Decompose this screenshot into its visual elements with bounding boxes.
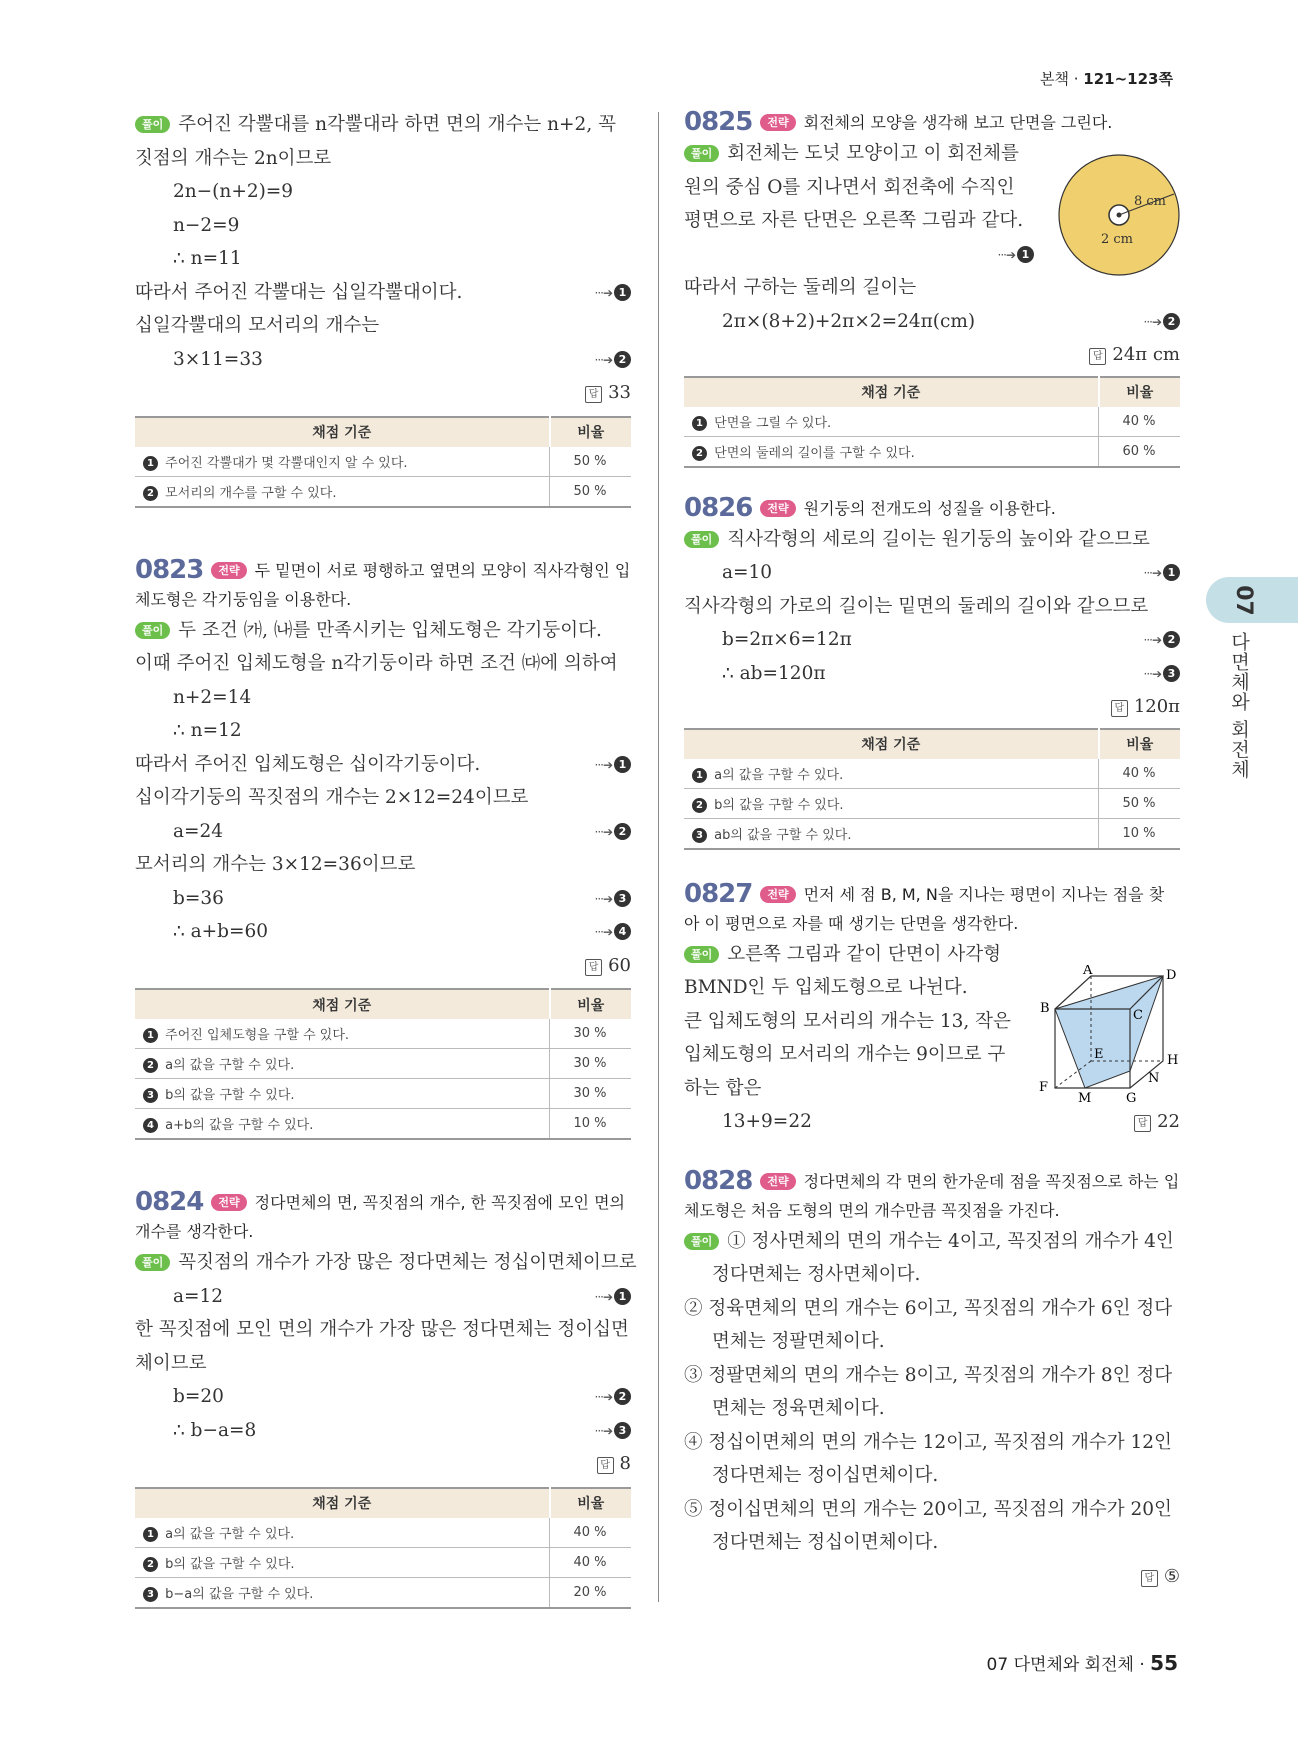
problem-number: 0823 [135,554,204,585]
strategy-badge: 전략 [211,1194,246,1211]
answer-icon: 답 [1111,700,1128,717]
solution-badge: 풀이 [135,622,170,639]
problem-0825: 0825 전략 회전체의 모양을 생각해 보고 단면을 그린다. 풀이 회전체는 도넛 모양이고 이 회전체를 원의 중심 O를 지나면서 회전축에 수직인 평면으로 자른 단면은 오른쪽 그림과 같다. ···➔ 1 따라서 구하는 둘레의 길이는 2π×(8+2)+2π×2=24π(cm) ···➔ 2 답 24π cm 채점 기준 비율 1 단면을 그릴 수 있다. 40 % 2 단면의 둘레의 길이를 구할 수 있다. 60 % [684,108,1180,468]
table-row: 2 b의 값을 구할 수 있다. 50 % [684,788,1180,818]
answer-icon: 답 [585,959,602,976]
problem-0826: 0826 전략 원기둥의 전개도의 성질을 이용한다. 풀이 직사각형의 세로의 길이는 원기둥의 높이와 같으므로 a=10 ···➔ 1 직사각형의 가로의 길이는 밑면의 둘레의 길이와 같으므로 b=2π×6=12π ···➔ 2 ∴ ab=120π ···➔ 3 답 120π 채점 기준 비율 1 a의 값을 구할 수 있다. 40 % 2 b의 값을 구할 수 있다. 50 % 3 ab의 값을 구할 수 있다. 10 % [684,494,1180,850]
solution-badge: 풀이 [684,946,719,963]
problem-number: 0826 [684,492,753,523]
inner-radius-label: 2 cm [1101,232,1134,247]
table-row: 3 b−a의 값을 구할 수 있다. 20 % [135,1577,631,1608]
problem-number: 0825 [684,107,753,137]
problem-0823: 0823 전략 두 밑면이 서로 평행하고 옆면의 모양이 직사각형인 입 체도형은 각기둥임을 이용한다. 풀이 두 조건 ㈎, ㈏를 만족시키는 입체도형은 각기둥이다. 이때 주어진 입체도형을 n각기둥이라 하면 조건 ㈐에 의하여 n+2=14 ∴ n=12 따라서 주어진 입체도형은 십이각기둥이다. ···➔ 1 십이각기둥의 꼭짓점의 개수는 2×12=24이므로 a=24 ···➔ 2 모서리의 개수는 3×12=36이므로 b=36 ···➔ 3 ∴ a+b=60 ···➔ 4 답 60 채점 기준 비율 1 주어진 입체도형을 구할 수 있다. 30 % 2 a의 값을 구할 수 있다. 30 % 3 b의 값을 구할 수 있다. 30 % 4 a+b의 값을 구할 수 있다. 10 % [135,556,631,1141]
answer-icon: 답 [597,1457,614,1474]
step-marker: ···➔ 4 [595,915,632,950]
svg-text:C: C [1133,1008,1143,1023]
solution-badge: 풀이 [135,116,170,133]
strategy-badge: 전략 [760,1173,795,1190]
answer: 답 ⑤ [684,1560,1180,1594]
table-row: 3 ab의 값을 구할 수 있다. 10 % [684,818,1180,849]
problem-0827: 0827 전략 먼저 세 점 B, M, N을 지나는 평면이 지나는 점을 찾 아 이 평면으로 자를 때 생기는 단면을 생각한다. 풀이 오른쪽 그림과 같이 단면이 사각형 BMND인 두 입체도형으로 나뉜다. 큰 입체도형의 모서리의 개수는 13, 작은 입체도형의 모서리의 개수는 9이므로 구 하는 합은 13+9=22 답 22 [684,880,1180,1139]
problem-0828: 0828 전략 정다면체의 각 면의 한가운데 점을 꼭짓점으로 하는 입 체도형은 처음 도형의 면의 개수만큼 꼭짓점을 가진다. 풀이 ① 정사면체의 면의 개수는 4이고, 꼭짓점의 개수가 4인 정다면체는 정사면체이다. ② 정육면체의 면의 개수는 6이고, 꼭짓점의 개수가 6인 정다 면체는 정팔면체이다. ③ 정팔면체의 면의 개수는 8이고, 꼭짓점의 개수가 8인 정다 면체는 정육면체이다. ④ 정십이면체의 면의 개수는 12이고, 꼭짓점의 개수가 12인 정다면체는 정이십면체이다. ⑤ 정이십면체의 면의 개수는 20이고, 꼭짓점의 개수가 20인 정다면체는 정십이면체이다. 답 ⑤ [684,1167,1180,1594]
strategy-badge: 전략 [760,114,795,131]
step-marker: ···➔ 1 [595,276,632,311]
solution-badge: 풀이 [135,1254,170,1271]
step-marker: ···➔ 1 [1144,556,1181,591]
svg-text:A: A [1083,965,1093,978]
answer: 답 24π cm [684,338,1180,372]
column-divider [658,112,659,1602]
problem-0824: 0824 전략 정다면체의 면, 꼭짓점의 개수, 한 꼭짓점에 모인 면의 개수를 생각한다. 풀이 꼭짓점의 개수가 가장 많은 정다면체는 정십이면체이므로 a=12 ···➔ 1 한 꼭짓점에 모인 면의 개수가 가장 많은 정다면체는 정이십면 체이므로 b=20 ···➔ 2 ∴ b−a=8 ···➔ 3 답 8 채점 기준 비율 1 a의 값을 구할 수 있다. 40 % 2 b의 값을 구할 수 있다. 40 % 3 b−a의 값을 구할 수 있다. 20 % [135,1188,631,1609]
step-marker: ···➔ 2 [595,815,632,850]
step-marker: ···➔ 1 [595,1280,632,1315]
svg-text:G: G [1126,1091,1137,1106]
strategy-badge: 전략 [211,562,246,579]
svg-text:H: H [1167,1053,1179,1068]
problem-number: 0824 [135,1187,204,1217]
right-column [684,108,1180,1593]
step-marker: ···➔ 2 [595,343,632,378]
answer: 답 8 [135,1447,631,1481]
svg-text:M: M [1078,1091,1092,1106]
solution-badge: 풀이 [684,1233,719,1250]
svg-text:D: D [1166,968,1177,983]
cross-section-figure [1056,152,1186,282]
table-row: 2 b의 값을 구할 수 있다. 40 % [135,1547,631,1577]
table-row: 4 a+b의 값을 구할 수 있다. 10 % [135,1109,631,1140]
scoring-table: 채점 기준 비율 1 a의 값을 구할 수 있다. 40 % 2 b의 값을 구할 수 있다. 40 % 3 b−a의 값을 구할 수 있다. 20 % [135,1487,631,1609]
answer-icon: 답 [1134,1115,1151,1132]
answer: 답 33 [135,376,631,410]
solution-badge: 풀이 [684,531,719,548]
step-marker: ···➔ 3 [595,1414,632,1449]
left-column [135,108,637,1609]
table-row: 2 단면의 둘레의 길이를 구할 수 있다. 60 % [684,436,1180,467]
scoring-table: 채점 기준 비율 1 단면을 그릴 수 있다. 40 % 2 단면의 둘레의 길이를 구할 수 있다. 60 % [684,376,1180,468]
strategy-badge: 전략 [760,886,795,903]
table-row: 2 모서리의 개수를 구할 수 있다. 50 % [135,476,631,507]
step-marker: ···➔ 1 [595,748,632,783]
answer: 답 60 [135,949,631,983]
chapter-title-vertical: 다면체와 회전체 [1228,632,1250,780]
step-marker: ···➔ 3 [1144,657,1181,692]
chapter-tab[interactable]: 07 [1206,577,1298,623]
step-marker: ···➔ 1 [998,238,1035,273]
svg-text:N: N [1148,1071,1160,1086]
table-row: 3 b의 값을 구할 수 있다. 30 % [135,1079,631,1109]
answer-icon: 답 [585,386,602,403]
table-row: 1 주어진 입체도형을 구할 수 있다. 30 % [135,1019,631,1049]
step-marker: ···➔ 2 [1144,623,1181,658]
answer-icon: 답 [1089,348,1106,365]
step-marker: ···➔ 3 [595,882,632,917]
svg-text:F: F [1039,1080,1049,1095]
scoring-table: 채점 기준 비율 1 주어진 입체도형을 구할 수 있다. 30 % 2 a의 값을 구할 수 있다. 30 % 3 b의 값을 구할 수 있다. 30 % 4 a+b의 값을 구할 수 있다. 10 % [135,988,631,1140]
problem-number: 0827 [684,878,753,909]
table-row: 1 주어진 각뿔대가 몇 각뿔대인지 알 수 있다. 50 % [135,447,631,477]
outer-radius-label: 8 cm [1134,194,1167,209]
svg-text:B: B [1040,1001,1050,1016]
table-row: 1 a의 값을 구할 수 있다. 40 % [135,1518,631,1548]
solution-0822: 풀이 주어진 각뿔대를 n각뿔대라 하면 면의 개수는 n+2, 꼭 짓점의 개수는 2n이므로 2n−(n+2)=9 n−2=9 ∴ n=11 따라서 주어진 각뿔대는 십일각뿔대이다. ···➔ 1 십일각뿔대의 모서리의 개수는 3×11=33 ···➔ 2 답 33 채점 기준 비율 1 주어진 각뿔대가 몇 각뿔대인지 알 수 있다. 50 % 2 모서리의 개수를 구할 수 있다. 50 % [135,108,631,508]
scoring-table: 채점 기준 비율 1 a의 값을 구할 수 있다. 40 % 2 b의 값을 구할 수 있다. 50 % 3 ab의 값을 구할 수 있다. 10 % [684,728,1180,850]
step-marker: ···➔ 2 [595,1380,632,1415]
answer: 답 120π [684,690,1180,724]
table-row: 1 a의 값을 구할 수 있다. 40 % [684,759,1180,789]
svg-text:E: E [1094,1047,1104,1062]
page-footer: 07 다면체와 회전체 · 55 [986,1651,1178,1675]
strategy-badge: 전략 [760,500,795,517]
answer-icon: 답 [1141,1570,1158,1587]
step-marker: ···➔ 2 [1144,305,1181,340]
page-reference: 본책 · 121~123쪽 [1040,70,1173,88]
table-row: 1 단면을 그릴 수 있다. 40 % [684,407,1180,437]
answer: 답 22 [1134,1105,1180,1140]
problem-number: 0828 [684,1165,753,1196]
scoring-table: 채점 기준 비율 1 주어진 각뿔대가 몇 각뿔대인지 알 수 있다. 50 % 2 모서리의 개수를 구할 수 있다. 50 % [135,416,631,508]
solution-badge: 풀이 [684,145,719,162]
table-row: 2 a의 값을 구할 수 있다. 30 % [135,1049,631,1079]
cube-section-figure [1036,965,1186,1110]
